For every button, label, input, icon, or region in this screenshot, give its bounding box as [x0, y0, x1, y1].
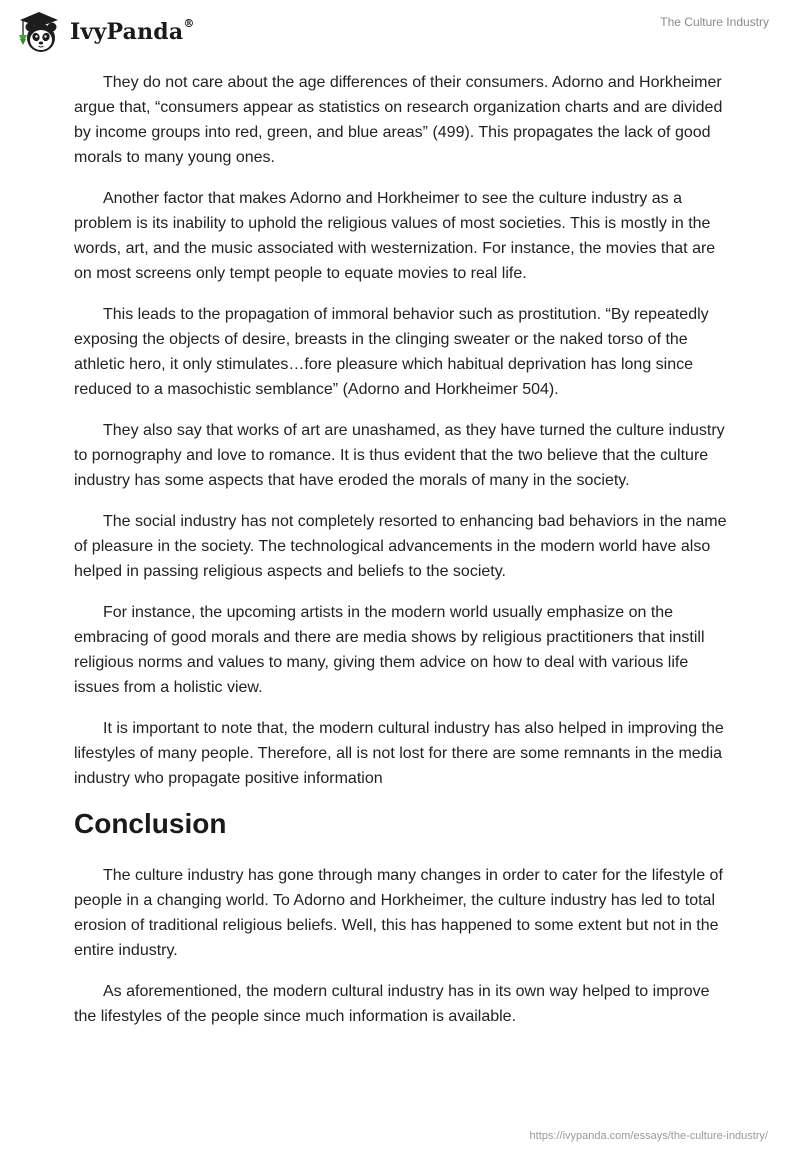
- conclusion-heading: Conclusion: [74, 808, 227, 839]
- body-paragraph: They also say that works of art are unashamed, as they have turned the culture industry to pornography and love to romance. It is thus evident that the two believe that the culture industry has some aspects that have eroded the morals of many in the society.: [74, 422, 725, 489]
- registered-mark: ®: [183, 16, 195, 30]
- brand-name: IvyPanda®: [70, 16, 195, 45]
- body-paragraph: They do not care about the age differences of their consumers. Adorno and Horkheimer argue that, “consumers appear as statistics on research organization charts and are divided by income groups into red, green, and blue areas” (499). This propagates the lack of good morals to many young ones.: [74, 74, 723, 166]
- conclusion-paragraph: The culture industry has gone through many changes in order to cater for the lifestyle of people in a changing world. To Adorno and Horkheimer, the culture industry has led to total erosion of traditional religious beliefs. Well, this has happened to some extent but not in the entire industry.: [74, 867, 723, 959]
- body-paragraph: Another factor that makes Adorno and Horkheimer to see the culture industry as a problem is its inability to uphold the religious values of most societies. This is mostly in the words, art, and the music associated with westernization. For instance, the movies that are on most screens only tempt people to equate movies to real life.: [74, 190, 716, 282]
- page-header: [0, 0, 800, 64]
- panda-graduate-icon: [14, 8, 64, 56]
- source-url[interactable]: https://ivypanda.com/essays/the-culture-industry/: [529, 1130, 768, 1142]
- body-paragraph: It is important to note that, the modern cultural industry has also helped in improving the lifestyles of many people. Therefore, all is not lost for there are some remnants in the media industry who propagate positive information: [74, 720, 724, 787]
- body-paragraph: The social industry has not completely resorted to enhancing bad behaviors in the name of pleasure in the society. The technological advancements in the modern world have also helped in passing religious aspects and beliefs to the society.: [74, 513, 727, 580]
- body-paragraph: This leads to the propagation of immoral behavior such as prostitution. “By repeatedly exposing the objects of desire, breasts in the clinging sweater or the naked torso of the athletic hero, it only stimulates…fore pleasure which habitual deprivation has long since reduced to a masochistic semblance” (Adorno and Horkheimer 504).: [74, 306, 709, 398]
- essay-body: [74, 70, 734, 1045]
- body-paragraph: For instance, the upcoming artists in the modern world usually emphasize on the embracing of good morals and there are media shows by religious practitioners that instill religious norms and values to many, giving them advice on how to deal with various life issues from a holistic view.: [74, 604, 705, 696]
- conclusion-paragraph: As aforementioned, the modern cultural industry has in its own way helped to improve the lifestyles of the people since much information is available.: [74, 983, 710, 1025]
- document-title: The Culture Industry: [660, 15, 769, 29]
- ivypanda-logo[interactable]: [14, 8, 195, 56]
